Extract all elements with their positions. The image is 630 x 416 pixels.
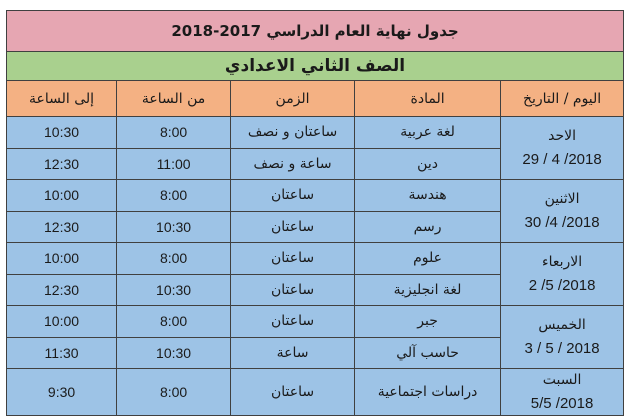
day-date-cell — [501, 117, 624, 180]
table-row — [7, 180, 624, 212]
day-name: السبت — [542, 372, 582, 388]
schedule-title: جدول نهاية العام الدراسي 2017-2018 — [7, 11, 624, 52]
duration-cell: ساعة — [231, 337, 355, 369]
from-time-cell: 8:00 — [117, 117, 231, 149]
subject-cell: دراسات اجتماعية — [355, 369, 501, 416]
duration-cell: ساعتان — [231, 243, 355, 275]
to-time-cell: 10:00 — [7, 306, 117, 338]
duration-cell: ساعتان — [231, 306, 355, 338]
subject-cell: لغة عربية — [355, 117, 501, 149]
day-name: الاربعاء — [541, 254, 583, 270]
exam-date: 2018 / 5 / 3 — [524, 340, 600, 357]
day-name: الاحد — [548, 128, 576, 144]
day-name: الخميس — [538, 317, 586, 333]
duration-cell: ساعتان — [231, 369, 355, 416]
day-date-cell — [501, 369, 624, 416]
header-row — [7, 81, 624, 117]
header-day-date: اليوم / التاريخ — [501, 81, 624, 117]
subject-cell: رسم — [355, 211, 501, 243]
from-time-cell: 10:30 — [117, 337, 231, 369]
from-time-cell: 8:00 — [117, 306, 231, 338]
duration-cell: ساعتان — [231, 180, 355, 212]
header-from: من الساعة — [117, 81, 231, 117]
subject-cell: جبر — [355, 306, 501, 338]
table-row — [7, 117, 624, 149]
header-duration: الزمن — [231, 81, 355, 117]
exam-date: 2018/ 5/ 2 — [528, 277, 596, 294]
to-time-cell: 10:00 — [7, 180, 117, 212]
to-time-cell: 12:30 — [7, 211, 117, 243]
from-time-cell: 10:30 — [117, 211, 231, 243]
from-time-cell: 8:00 — [117, 369, 231, 416]
header-to: إلى الساعة — [7, 81, 117, 117]
from-time-cell: 11:00 — [117, 148, 231, 180]
to-time-cell: 11:30 — [7, 337, 117, 369]
duration-cell: ساعتان و نصف — [231, 117, 355, 149]
exam-date: 2018/ 4 / 29 — [522, 151, 602, 168]
subject-cell: هندسة — [355, 180, 501, 212]
duration-cell: ساعة و نصف — [231, 148, 355, 180]
day-date-cell — [501, 180, 624, 243]
header-subject: المادة — [355, 81, 501, 117]
to-time-cell: 12:30 — [7, 148, 117, 180]
duration-cell: ساعتان — [231, 211, 355, 243]
subject-cell: لغة انجليزية — [355, 274, 501, 306]
to-time-cell: 9:30 — [7, 369, 117, 416]
title-row — [7, 11, 624, 52]
subject-cell: دين — [355, 148, 501, 180]
day-date-cell — [501, 306, 624, 369]
to-time-cell: 12:30 — [7, 274, 117, 306]
to-time-cell: 10:00 — [7, 243, 117, 275]
from-time-cell: 8:00 — [117, 243, 231, 275]
exam-schedule-table — [6, 10, 624, 416]
table-row — [7, 243, 624, 275]
day-date-cell — [501, 243, 624, 306]
subject-cell: علوم — [355, 243, 501, 275]
duration-cell: ساعتان — [231, 274, 355, 306]
exam-date: 2018/ 4/ 30 — [524, 214, 600, 231]
from-time-cell: 8:00 — [117, 180, 231, 212]
from-time-cell: 10:30 — [117, 274, 231, 306]
table-row — [7, 306, 624, 338]
day-name: الاثنين — [544, 191, 580, 207]
to-time-cell: 10:30 — [7, 117, 117, 149]
exam-date: 2018/ 5/5 — [530, 395, 594, 412]
grade-row — [7, 52, 624, 81]
table-row — [7, 369, 624, 416]
exam-schedule-sheet — [6, 10, 623, 416]
grade-label: الصف الثاني الاعدادي — [7, 52, 624, 81]
subject-cell: حاسب آلي — [355, 337, 501, 369]
